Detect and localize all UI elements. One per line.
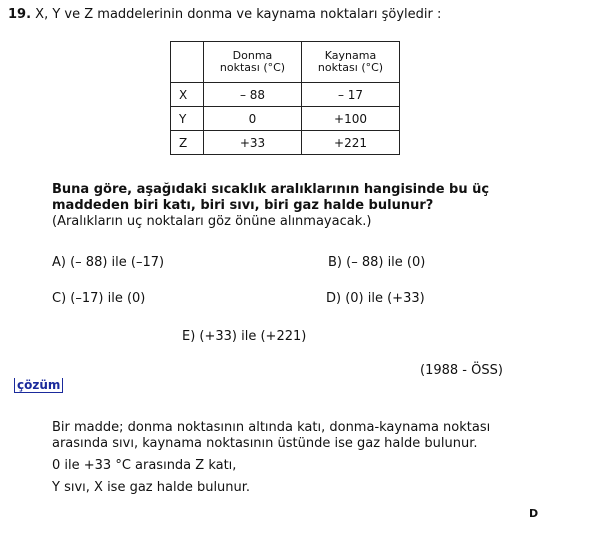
header-donma-label: Donma noktası (°C) <box>219 49 286 74</box>
row-kaynama: – 17 <box>302 83 400 107</box>
row-kaynama: +221 <box>302 131 400 155</box>
row-name: Z <box>171 131 204 155</box>
melting-boiling-table <box>170 41 400 155</box>
option-b[interactable]: B) (– 88) ile (0) <box>328 255 426 270</box>
table-header-row <box>171 42 400 83</box>
header-kaynama <box>302 42 400 83</box>
question-header <box>8 7 441 22</box>
row-name: Y <box>171 107 204 131</box>
question-number: 19. <box>8 7 32 22</box>
row-donma: – 88 <box>204 83 302 107</box>
row-name: X <box>171 83 204 107</box>
explanation-paragraph-1: Bir madde; donma noktasının altında katı, donma-kaynama noktası arasında sıvı, kaynama noktasının üstünde ise gaz halde bulunur. <box>52 420 491 451</box>
answer-letter: D <box>529 507 539 520</box>
option-d[interactable]: D) (0) ile (+33) <box>326 291 425 306</box>
explanation-paragraph-2: 0 ile +33 °C arasında Z katı, <box>52 458 237 473</box>
prompt-note: (Aralıkların uç noktaları göz önüne alınmayacak.) <box>52 214 372 229</box>
table-row <box>171 107 400 131</box>
header-kaynama-label: Kaynama noktası (°C) <box>317 49 384 74</box>
explanation <box>52 420 522 502</box>
table-row <box>171 83 400 107</box>
table-row <box>171 131 400 155</box>
source-year: (1988 - ÖSS) <box>420 363 503 378</box>
option-a[interactable]: A) (– 88) ile (–17) <box>52 255 165 270</box>
prompt-line-1: Buna göre, aşağıdaki sıcaklık aralıklarının hangisinde bu üç <box>52 182 490 197</box>
row-donma: 0 <box>204 107 302 131</box>
table-corner-cell <box>171 42 204 83</box>
header-donma <box>204 42 302 83</box>
solution-label: çözüm <box>14 378 63 393</box>
question-text: X, Y ve Z maddelerinin donma ve kaynama noktaları şöyledir : <box>35 7 442 22</box>
option-e[interactable]: E) (+33) ile (+221) <box>182 329 307 344</box>
question-prompt <box>52 182 489 230</box>
option-c[interactable]: C) (–17) ile (0) <box>52 291 146 306</box>
row-kaynama: +100 <box>302 107 400 131</box>
explanation-paragraph-3: Y sıvı, X ise gaz halde bulunur. <box>52 480 251 495</box>
row-donma: +33 <box>204 131 302 155</box>
prompt-line-2: maddeden biri katı, biri sıvı, biri gaz halde bulunur? <box>52 198 434 213</box>
